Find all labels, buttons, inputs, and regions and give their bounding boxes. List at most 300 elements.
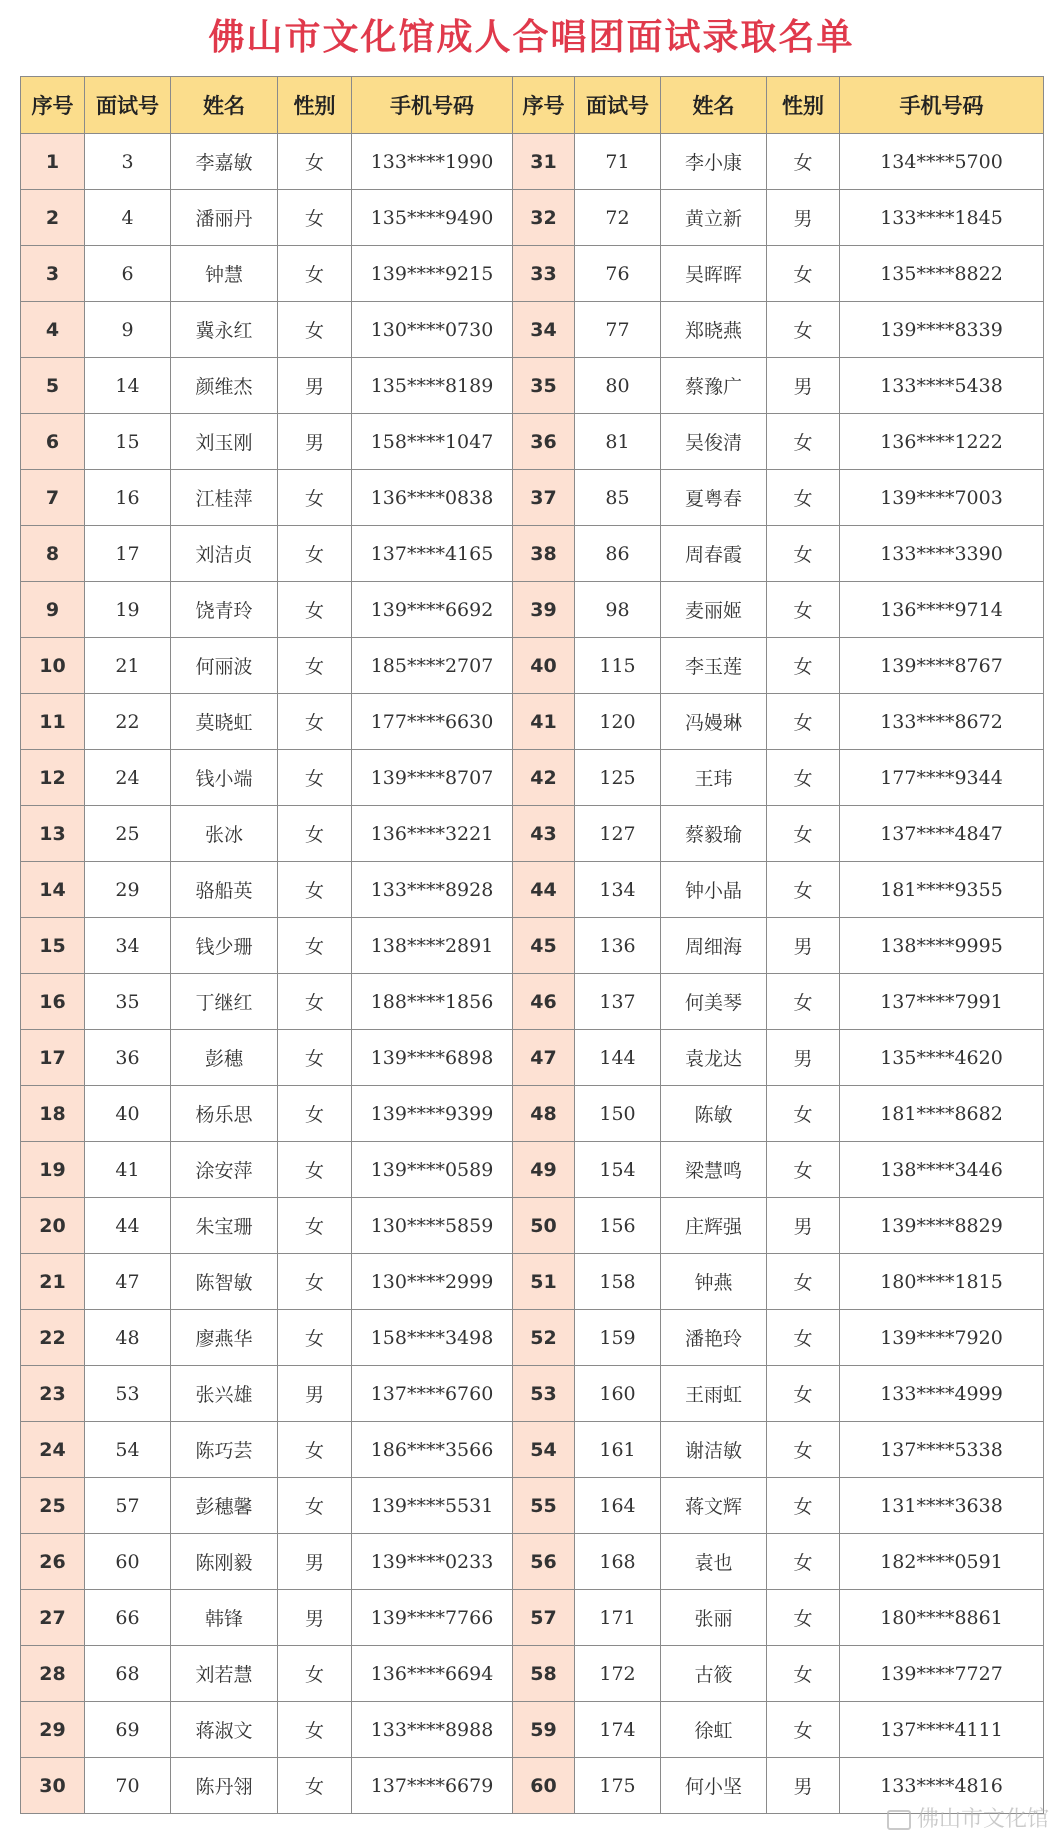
cell-gender: 女 — [767, 414, 840, 470]
cell-seq: 15 — [21, 918, 85, 974]
cell-phone: 133****8988 — [352, 1702, 513, 1758]
cell-gender: 女 — [767, 246, 840, 302]
cell-gender: 女 — [278, 638, 352, 694]
cell-interview-no: 21 — [85, 638, 171, 694]
cell-seq: 41 — [513, 694, 575, 750]
table-row — [21, 1702, 1044, 1758]
column-header-name: 姓名 — [171, 77, 278, 134]
cell-phone: 139****9399 — [352, 1086, 513, 1142]
cell-name: 钱小端 — [171, 750, 278, 806]
cell-gender: 女 — [278, 190, 352, 246]
cell-seq: 59 — [513, 1702, 575, 1758]
cell-name: 钱少珊 — [171, 918, 278, 974]
cell-phone: 137****5338 — [840, 1422, 1044, 1478]
cell-gender: 男 — [767, 1758, 840, 1814]
watermark — [887, 1802, 1049, 1833]
cell-name: 钟慧 — [171, 246, 278, 302]
cell-gender: 女 — [278, 134, 352, 190]
cell-interview-no: 44 — [85, 1198, 171, 1254]
cell-seq: 8 — [21, 526, 85, 582]
cell-phone: 136****3221 — [352, 806, 513, 862]
cell-seq: 10 — [21, 638, 85, 694]
cell-name: 涂安萍 — [171, 1142, 278, 1198]
cell-interview-no: 17 — [85, 526, 171, 582]
cell-seq: 25 — [21, 1478, 85, 1534]
cell-seq: 13 — [21, 806, 85, 862]
column-header-phone: 手机号码 — [840, 77, 1044, 134]
cell-seq: 58 — [513, 1646, 575, 1702]
cell-name: 刘若慧 — [171, 1646, 278, 1702]
cell-gender: 女 — [278, 974, 352, 1030]
cell-interview-no: 3 — [85, 134, 171, 190]
cell-gender: 女 — [278, 1198, 352, 1254]
cell-seq: 52 — [513, 1310, 575, 1366]
cell-seq: 23 — [21, 1366, 85, 1422]
cell-gender: 男 — [278, 358, 352, 414]
cell-name: 钟小晶 — [661, 862, 767, 918]
cell-interview-no: 71 — [575, 134, 661, 190]
cell-seq: 20 — [21, 1198, 85, 1254]
cell-phone: 135****8822 — [840, 246, 1044, 302]
cell-phone: 139****0233 — [352, 1534, 513, 1590]
cell-phone: 138****3446 — [840, 1142, 1044, 1198]
column-header-phone: 手机号码 — [352, 77, 513, 134]
cell-interview-no: 159 — [575, 1310, 661, 1366]
cell-interview-no: 86 — [575, 526, 661, 582]
cell-name: 饶青玲 — [171, 582, 278, 638]
cell-phone: 181****8682 — [840, 1086, 1044, 1142]
cell-name: 黄立新 — [661, 190, 767, 246]
cell-gender: 女 — [278, 1646, 352, 1702]
cell-interview-no: 36 — [85, 1030, 171, 1086]
cell-gender: 女 — [767, 1086, 840, 1142]
cell-phone: 136****9714 — [840, 582, 1044, 638]
table-row — [21, 862, 1044, 918]
cell-gender: 女 — [278, 302, 352, 358]
cell-gender: 女 — [278, 806, 352, 862]
cell-phone: 136****6694 — [352, 1646, 513, 1702]
cell-interview-no: 150 — [575, 1086, 661, 1142]
cell-name: 张丽 — [661, 1590, 767, 1646]
cell-name: 郑晓燕 — [661, 302, 767, 358]
cell-seq: 35 — [513, 358, 575, 414]
cell-name: 陈刚毅 — [171, 1534, 278, 1590]
cell-name: 冯嫚琳 — [661, 694, 767, 750]
cell-gender: 女 — [278, 246, 352, 302]
watermark-logo-icon — [887, 1810, 911, 1830]
cell-gender: 女 — [278, 1142, 352, 1198]
cell-interview-no: 161 — [575, 1422, 661, 1478]
cell-name: 周细海 — [661, 918, 767, 974]
cell-interview-no: 80 — [575, 358, 661, 414]
table-row — [21, 918, 1044, 974]
cell-gender: 女 — [278, 1758, 352, 1814]
cell-phone: 133****1990 — [352, 134, 513, 190]
cell-name: 麦丽姬 — [661, 582, 767, 638]
cell-phone: 139****6692 — [352, 582, 513, 638]
cell-gender: 女 — [767, 526, 840, 582]
cell-name: 骆船英 — [171, 862, 278, 918]
cell-interview-no: 47 — [85, 1254, 171, 1310]
cell-seq: 16 — [21, 974, 85, 1030]
cell-gender: 女 — [767, 582, 840, 638]
cell-interview-no: 14 — [85, 358, 171, 414]
cell-gender: 女 — [278, 918, 352, 974]
table-row — [21, 974, 1044, 1030]
cell-interview-no: 72 — [575, 190, 661, 246]
cell-seq: 19 — [21, 1142, 85, 1198]
cell-gender: 女 — [767, 1646, 840, 1702]
cell-name: 庄辉强 — [661, 1198, 767, 1254]
cell-seq: 26 — [21, 1534, 85, 1590]
cell-gender: 男 — [278, 1590, 352, 1646]
cell-gender: 女 — [278, 1254, 352, 1310]
cell-gender: 女 — [278, 1030, 352, 1086]
cell-interview-no: 70 — [85, 1758, 171, 1814]
cell-interview-no: 60 — [85, 1534, 171, 1590]
cell-seq: 7 — [21, 470, 85, 526]
cell-interview-no: 16 — [85, 470, 171, 526]
cell-phone: 133****3390 — [840, 526, 1044, 582]
page-title: 佛山市文化馆成人合唱团面试录取名单 — [208, 16, 855, 58]
cell-interview-no: 158 — [575, 1254, 661, 1310]
cell-name: 李小康 — [661, 134, 767, 190]
table-row — [21, 526, 1044, 582]
cell-gender: 女 — [767, 1254, 840, 1310]
cell-interview-no: 24 — [85, 750, 171, 806]
cell-seq: 11 — [21, 694, 85, 750]
cell-phone: 138****9995 — [840, 918, 1044, 974]
cell-interview-no: 137 — [575, 974, 661, 1030]
cell-interview-no: 154 — [575, 1142, 661, 1198]
cell-interview-no: 85 — [575, 470, 661, 526]
cell-interview-no: 66 — [85, 1590, 171, 1646]
cell-gender: 女 — [767, 862, 840, 918]
cell-phone: 186****3566 — [352, 1422, 513, 1478]
cell-name: 张兴雄 — [171, 1366, 278, 1422]
cell-name: 蔡毅瑜 — [661, 806, 767, 862]
table-row — [21, 806, 1044, 862]
table-row — [21, 1310, 1044, 1366]
cell-name: 袁龙达 — [661, 1030, 767, 1086]
cell-seq: 48 — [513, 1086, 575, 1142]
column-header-interview-no: 面试号 — [85, 77, 171, 134]
cell-phone: 133****1845 — [840, 190, 1044, 246]
cell-interview-no: 175 — [575, 1758, 661, 1814]
cell-name: 张冰 — [171, 806, 278, 862]
table-row — [21, 246, 1044, 302]
cell-name: 韩锋 — [171, 1590, 278, 1646]
cell-phone: 133****8672 — [840, 694, 1044, 750]
table-row — [21, 470, 1044, 526]
cell-phone: 139****6898 — [352, 1030, 513, 1086]
cell-name: 丁继红 — [171, 974, 278, 1030]
table-header-row — [21, 77, 1044, 134]
cell-interview-no: 172 — [575, 1646, 661, 1702]
cell-name: 刘洁贞 — [171, 526, 278, 582]
table-row — [21, 414, 1044, 470]
table-row — [21, 582, 1044, 638]
cell-interview-no: 144 — [575, 1030, 661, 1086]
cell-interview-no: 76 — [575, 246, 661, 302]
cell-seq: 44 — [513, 862, 575, 918]
cell-phone: 139****8829 — [840, 1198, 1044, 1254]
cell-phone: 158****3498 — [352, 1310, 513, 1366]
cell-name: 颜维杰 — [171, 358, 278, 414]
cell-name: 何小坚 — [661, 1758, 767, 1814]
cell-gender: 男 — [767, 358, 840, 414]
cell-gender: 女 — [278, 1478, 352, 1534]
cell-phone: 137****6679 — [352, 1758, 513, 1814]
table-row — [21, 1086, 1044, 1142]
cell-name: 朱宝珊 — [171, 1198, 278, 1254]
cell-interview-no: 68 — [85, 1646, 171, 1702]
cell-gender: 男 — [278, 414, 352, 470]
cell-seq: 17 — [21, 1030, 85, 1086]
admission-list-table — [20, 76, 1044, 1814]
cell-name: 杨乐思 — [171, 1086, 278, 1142]
cell-interview-no: 29 — [85, 862, 171, 918]
cell-seq: 55 — [513, 1478, 575, 1534]
cell-seq: 31 — [513, 134, 575, 190]
cell-name: 蔡豫广 — [661, 358, 767, 414]
cell-gender: 女 — [767, 470, 840, 526]
cell-name: 徐虹 — [661, 1702, 767, 1758]
table-row — [21, 694, 1044, 750]
cell-interview-no: 53 — [85, 1366, 171, 1422]
cell-gender: 女 — [767, 694, 840, 750]
table-row — [21, 358, 1044, 414]
cell-name: 何美琴 — [661, 974, 767, 1030]
cell-name: 何丽波 — [171, 638, 278, 694]
cell-interview-no: 77 — [575, 302, 661, 358]
cell-phone: 137****6760 — [352, 1366, 513, 1422]
cell-phone: 135****8189 — [352, 358, 513, 414]
cell-gender: 男 — [767, 190, 840, 246]
cell-gender: 女 — [767, 1422, 840, 1478]
cell-name: 吴俊清 — [661, 414, 767, 470]
cell-phone: 130****0730 — [352, 302, 513, 358]
cell-gender: 女 — [767, 806, 840, 862]
cell-gender: 女 — [767, 1534, 840, 1590]
cell-gender: 女 — [767, 1310, 840, 1366]
cell-phone: 133****8928 — [352, 862, 513, 918]
cell-phone: 180****8861 — [840, 1590, 1044, 1646]
cell-gender: 女 — [767, 1702, 840, 1758]
cell-phone: 135****9490 — [352, 190, 513, 246]
cell-phone: 138****2891 — [352, 918, 513, 974]
cell-name: 王玮 — [661, 750, 767, 806]
cell-phone: 135****4620 — [840, 1030, 1044, 1086]
cell-seq: 46 — [513, 974, 575, 1030]
cell-phone: 181****9355 — [840, 862, 1044, 918]
cell-seq: 54 — [513, 1422, 575, 1478]
cell-seq: 5 — [21, 358, 85, 414]
cell-seq: 39 — [513, 582, 575, 638]
cell-seq: 37 — [513, 470, 575, 526]
cell-interview-no: 120 — [575, 694, 661, 750]
cell-interview-no: 4 — [85, 190, 171, 246]
cell-name: 彭穗馨 — [171, 1478, 278, 1534]
cell-seq: 34 — [513, 302, 575, 358]
cell-phone: 139****9215 — [352, 246, 513, 302]
cell-phone: 185****2707 — [352, 638, 513, 694]
cell-interview-no: 54 — [85, 1422, 171, 1478]
cell-gender: 女 — [278, 694, 352, 750]
cell-interview-no: 98 — [575, 582, 661, 638]
cell-phone: 139****8767 — [840, 638, 1044, 694]
cell-phone: 177****9344 — [840, 750, 1044, 806]
cell-phone: 136****1222 — [840, 414, 1044, 470]
cell-phone: 130****2999 — [352, 1254, 513, 1310]
cell-gender: 女 — [767, 134, 840, 190]
cell-seq: 12 — [21, 750, 85, 806]
cell-gender: 女 — [278, 862, 352, 918]
cell-interview-no: 136 — [575, 918, 661, 974]
cell-interview-no: 156 — [575, 1198, 661, 1254]
cell-seq: 43 — [513, 806, 575, 862]
cell-seq: 4 — [21, 302, 85, 358]
column-header-seq: 序号 — [513, 77, 575, 134]
cell-seq: 38 — [513, 526, 575, 582]
cell-interview-no: 22 — [85, 694, 171, 750]
watermark-text: 佛山市文化馆 — [916, 1807, 1049, 1832]
cell-seq: 21 — [21, 1254, 85, 1310]
cell-name: 古筱 — [661, 1646, 767, 1702]
cell-name: 梁慧鸣 — [661, 1142, 767, 1198]
cell-gender: 女 — [278, 582, 352, 638]
cell-gender: 女 — [278, 1310, 352, 1366]
cell-name: 潘艳玲 — [661, 1310, 767, 1366]
cell-name: 冀永红 — [171, 302, 278, 358]
cell-interview-no: 25 — [85, 806, 171, 862]
cell-seq: 45 — [513, 918, 575, 974]
cell-name: 陈智敏 — [171, 1254, 278, 1310]
cell-seq: 30 — [21, 1758, 85, 1814]
cell-interview-no: 57 — [85, 1478, 171, 1534]
cell-phone: 139****8339 — [840, 302, 1044, 358]
cell-name: 陈敏 — [661, 1086, 767, 1142]
cell-gender: 女 — [767, 1590, 840, 1646]
cell-phone: 139****7727 — [840, 1646, 1044, 1702]
cell-name: 莫晓虹 — [171, 694, 278, 750]
cell-name: 谢洁敏 — [661, 1422, 767, 1478]
cell-interview-no: 40 — [85, 1086, 171, 1142]
cell-name: 钟燕 — [661, 1254, 767, 1310]
cell-phone: 137****7991 — [840, 974, 1044, 1030]
cell-seq: 42 — [513, 750, 575, 806]
cell-interview-no: 15 — [85, 414, 171, 470]
cell-interview-no: 168 — [575, 1534, 661, 1590]
cell-name: 陈丹翎 — [171, 1758, 278, 1814]
cell-phone: 136****0838 — [352, 470, 513, 526]
cell-gender: 女 — [767, 1366, 840, 1422]
cell-seq: 57 — [513, 1590, 575, 1646]
cell-interview-no: 81 — [575, 414, 661, 470]
cell-phone: 139****7766 — [352, 1590, 513, 1646]
cell-phone: 133****4999 — [840, 1366, 1044, 1422]
table-row — [21, 1366, 1044, 1422]
cell-interview-no: 134 — [575, 862, 661, 918]
cell-seq: 49 — [513, 1142, 575, 1198]
cell-interview-no: 48 — [85, 1310, 171, 1366]
cell-gender: 女 — [278, 1422, 352, 1478]
cell-gender: 女 — [767, 1142, 840, 1198]
cell-gender: 女 — [767, 638, 840, 694]
cell-seq: 51 — [513, 1254, 575, 1310]
cell-seq: 29 — [21, 1702, 85, 1758]
column-header-gender: 性别 — [767, 77, 840, 134]
cell-gender: 女 — [278, 1702, 352, 1758]
cell-gender: 男 — [767, 918, 840, 974]
cell-interview-no: 174 — [575, 1702, 661, 1758]
cell-phone: 139****0589 — [352, 1142, 513, 1198]
cell-gender: 男 — [767, 1198, 840, 1254]
cell-seq: 50 — [513, 1198, 575, 1254]
cell-interview-no: 41 — [85, 1142, 171, 1198]
cell-phone: 130****5859 — [352, 1198, 513, 1254]
cell-seq: 24 — [21, 1422, 85, 1478]
cell-gender: 男 — [767, 1030, 840, 1086]
cell-phone: 137****4165 — [352, 526, 513, 582]
cell-phone: 180****1815 — [840, 1254, 1044, 1310]
cell-seq: 14 — [21, 862, 85, 918]
table-row — [21, 1590, 1044, 1646]
cell-name: 周春霞 — [661, 526, 767, 582]
cell-gender: 女 — [278, 1086, 352, 1142]
cell-phone: 182****0591 — [840, 1534, 1044, 1590]
cell-phone: 188****1856 — [352, 974, 513, 1030]
cell-seq: 60 — [513, 1758, 575, 1814]
table-row — [21, 1198, 1044, 1254]
cell-name: 王雨虹 — [661, 1366, 767, 1422]
cell-interview-no: 19 — [85, 582, 171, 638]
cell-interview-no: 115 — [575, 638, 661, 694]
cell-phone: 131****3638 — [840, 1478, 1044, 1534]
cell-gender: 男 — [278, 1366, 352, 1422]
cell-seq: 22 — [21, 1310, 85, 1366]
cell-interview-no: 171 — [575, 1590, 661, 1646]
cell-interview-no: 35 — [85, 974, 171, 1030]
cell-gender: 女 — [278, 526, 352, 582]
cell-interview-no: 34 — [85, 918, 171, 974]
cell-seq: 28 — [21, 1646, 85, 1702]
cell-phone: 134****5700 — [840, 134, 1044, 190]
table-row — [21, 302, 1044, 358]
table-row — [21, 1142, 1044, 1198]
cell-name: 蒋淑文 — [171, 1702, 278, 1758]
cell-name: 吴晖晖 — [661, 246, 767, 302]
cell-name: 陈巧芸 — [171, 1422, 278, 1478]
cell-seq: 2 — [21, 190, 85, 246]
cell-name: 李玉莲 — [661, 638, 767, 694]
cell-seq: 40 — [513, 638, 575, 694]
cell-seq: 47 — [513, 1030, 575, 1086]
cell-seq: 36 — [513, 414, 575, 470]
table-row — [21, 750, 1044, 806]
table-row — [21, 190, 1044, 246]
cell-phone: 139****7920 — [840, 1310, 1044, 1366]
cell-interview-no: 127 — [575, 806, 661, 862]
table-row — [21, 1254, 1044, 1310]
cell-name: 江桂萍 — [171, 470, 278, 526]
column-header-interview-no: 面试号 — [575, 77, 661, 134]
table-row — [21, 1534, 1044, 1590]
cell-gender: 女 — [278, 470, 352, 526]
cell-seq: 56 — [513, 1534, 575, 1590]
cell-seq: 27 — [21, 1590, 85, 1646]
cell-name: 刘玉刚 — [171, 414, 278, 470]
